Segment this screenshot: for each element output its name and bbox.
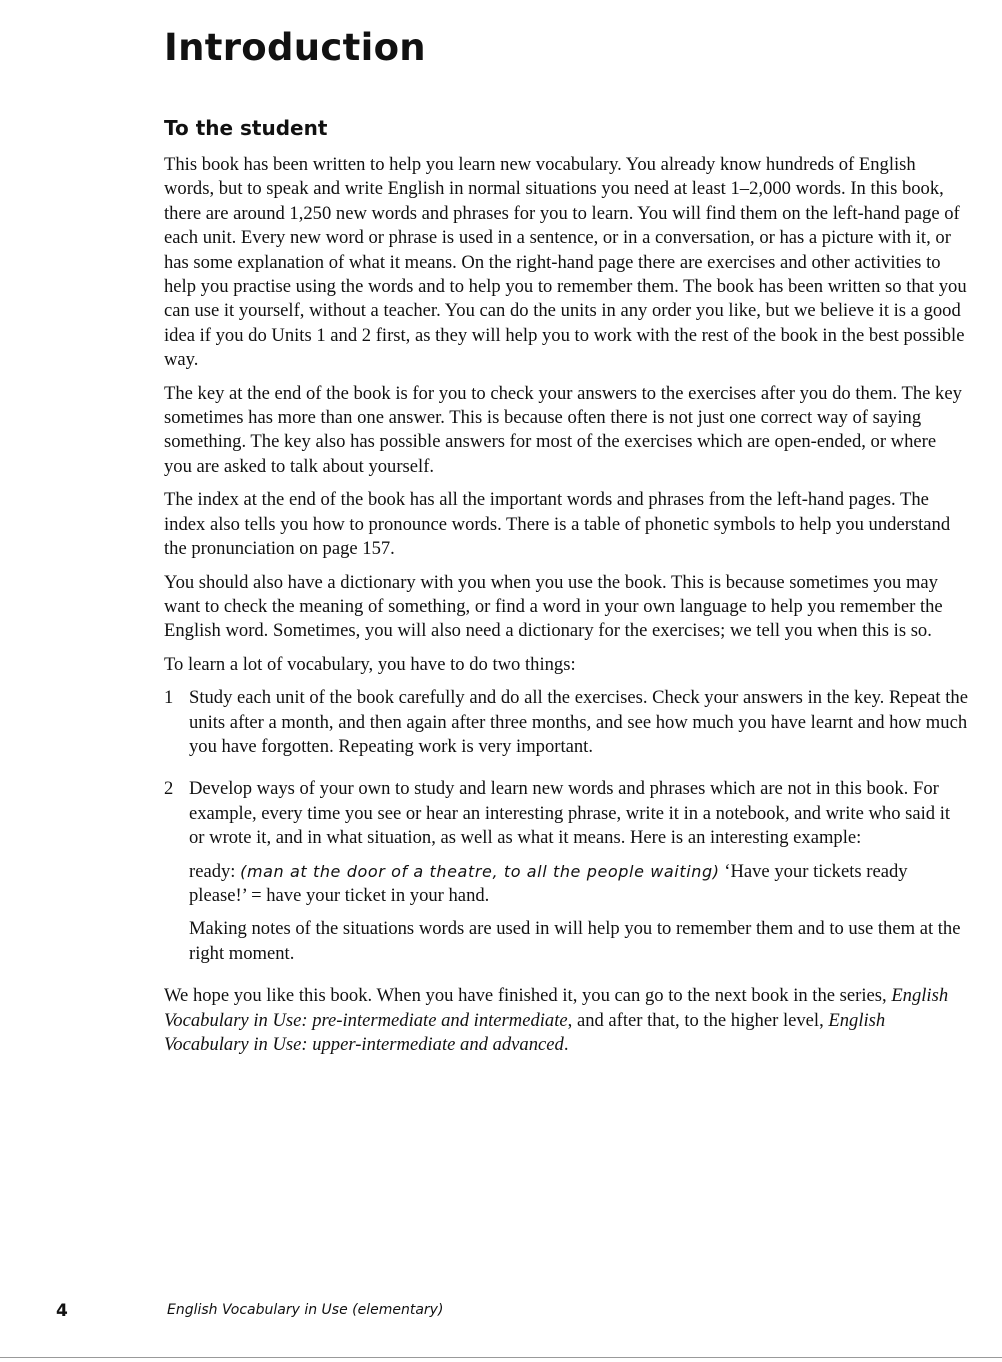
example-quote: ‘Have your tickets ready please!’ = have your ticket in your hand. — [189, 860, 908, 906]
list-number: 1 — [164, 687, 174, 709]
paragraph-4: You should also have a dictionary with you when you use the book. This is because sometimes you may want to check the meaning of something, or find a word in your own language to help you remember the English word. Sometimes, you will also need a dictionary for the exercises; we tell you when this is so. — [164, 571, 943, 642]
list-item-1 — [164, 686, 968, 768]
list-number: 2 — [164, 778, 174, 800]
page-footer — [0, 1298, 1002, 1328]
body-text — [164, 153, 968, 1066]
page-number: 4 — [56, 1301, 68, 1321]
list-item-2 — [164, 777, 968, 975]
page-title: Introduction — [164, 26, 426, 69]
paragraph-3: The index at the end of the book has all the important words and phrases from the left-hand pages. The index also tells you how to pronounce words. There is a table of phonetic symbols to help you understand the pronunciation on page 157. — [164, 489, 951, 560]
paragraph-5: To learn a lot of vocabulary, you have to do two things: — [164, 653, 576, 675]
example-word: ready: — [189, 860, 236, 882]
book-title-pre-intermediate: English Vocabulary in Use: pre-intermediate and intermediate — [164, 985, 949, 1031]
list-item-text: Study each unit of the book carefully and do all the exercises. Check your answers in the key. Repeat the units after a month, and then again after three months, and see how much you have learnt and how much you have forgotten. Repeating work is very important. — [189, 687, 968, 757]
paragraph-1: This book has been written to help you learn new vocabulary. You already know hundreds of English words, but to speak and write English in normal situations you need at least 1–2,000 words. In this book, there are around 1,250 new words and phrases for you to learn. You will find them on the left-hand page of each unit. Every new word or phrase is used in a sentence, or in a conversation, or has a picture with it, or has some explanation of what it means. On the right-hand page there are exercises and other activities to help you practise using the words and to help you to remember them. The book has been written so that you can use it yourself, without a teacher. You can do the units in any order you like, but we believe it is a good idea if you do Units 1 and 2 first, as they will help you to work with the rest of the book in the best possible way. — [164, 154, 967, 371]
bottom-rule — [0, 1357, 1002, 1358]
paragraph-2: The key at the end of the book is for you to check your answers to the exercises after you do them. The key sometimes has more than one answer. This is because often there is not just one correct way of saying something. The key also has possible answers for most of the exercises which are open-ended, or where you are asked to talk about yourself. — [164, 382, 962, 477]
example-note — [189, 860, 968, 909]
handwritten-note: (man at the door of a theatre, to all the people waiting) — [240, 861, 720, 881]
list-followup: Making notes of the situations words are used in will help you to remember them and to use them at the right moment. — [189, 918, 961, 964]
section-heading: To the student — [164, 116, 328, 140]
list-item-text: Develop ways of your own to study and learn new words and phrases which are not in this book. For example, every time you see or hear an interesting phrase, write it in a notebook, and write who said it or wrote it, and in what situation, as well as what it means. Here is an interesting example: — [189, 778, 951, 849]
running-footer-title: English Vocabulary in Use (elementary) — [167, 1302, 444, 1318]
closing-paragraph: We hope you like this book. When you have finished it, you can go to the next book in the series, English Vocabulary in Use: pre-intermediate and intermediate, and after that, to the higher level, English Vocabulary in Use: upper-intermediate and advanced. — [164, 985, 949, 1055]
book-title-upper-intermediate: English Vocabulary in Use: upper-intermediate and advanced — [164, 1009, 886, 1055]
